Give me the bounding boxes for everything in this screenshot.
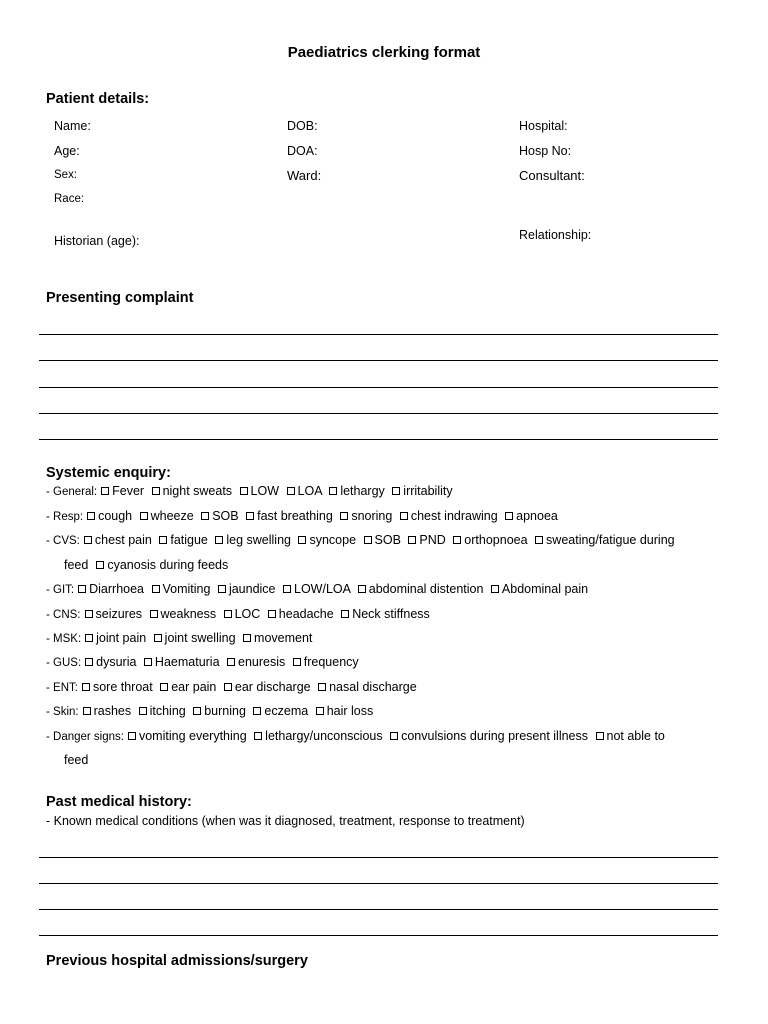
checkbox[interactable]: [140, 512, 148, 520]
checkbox[interactable]: [318, 683, 326, 691]
symptom-option: [81, 631, 146, 645]
checkbox[interactable]: [144, 658, 152, 666]
symptom-option: [336, 509, 392, 523]
symptom-label: chest indrawing: [410, 509, 498, 523]
symptom-option: [189, 704, 246, 718]
checkbox[interactable]: [101, 487, 109, 495]
symptom-option: [97, 484, 144, 498]
symptom-label: LOW/LOA: [294, 582, 351, 596]
symptom-label: Neck stiffness: [352, 607, 430, 621]
checkbox[interactable]: [400, 512, 408, 520]
checkbox[interactable]: [364, 536, 372, 544]
symptom-option: [531, 533, 675, 547]
symptom-option: [592, 729, 665, 743]
checkbox[interactable]: [224, 683, 232, 691]
checkbox[interactable]: [83, 707, 91, 715]
checkbox[interactable]: [392, 487, 400, 495]
symptom-option: [223, 655, 285, 669]
symptom-label: movement: [254, 631, 313, 645]
symptom-label: irritability: [403, 484, 453, 498]
writing-line: [39, 413, 718, 414]
symptom-option: [150, 631, 236, 645]
systemic-row: [46, 508, 558, 525]
symptom-option: [501, 509, 558, 523]
symptom-label: convulsions during present illness: [401, 729, 589, 743]
symptom-option: [81, 607, 143, 621]
symptom-label: rashes: [93, 704, 132, 718]
systemic-row: [46, 728, 665, 745]
symptom-label: burning: [204, 704, 246, 718]
symptom-label: syncope: [309, 533, 357, 547]
checkbox[interactable]: [160, 683, 168, 691]
writing-line: [39, 857, 718, 858]
checkbox[interactable]: [78, 585, 86, 593]
checkbox[interactable]: [224, 610, 232, 618]
symptom-option: [211, 533, 291, 547]
systemic-row-continuation: [64, 752, 88, 768]
symptom-label: dysuria: [96, 655, 137, 669]
checkbox[interactable]: [96, 561, 104, 569]
symptom-label: frequency: [303, 655, 359, 669]
symptom-label: leg swelling: [226, 533, 291, 547]
symptom-label: cyanosis during feeds: [107, 558, 229, 572]
systemic-enquiry-heading: Systemic enquiry:: [46, 465, 171, 481]
systemic-row: [46, 679, 417, 696]
symptom-option: [136, 509, 194, 523]
symptom-label: sweating/fatigue during: [546, 533, 675, 547]
symptom-option: [146, 607, 217, 621]
writing-line: [39, 439, 718, 440]
symptom-option: [135, 704, 186, 718]
symptom-label: LOA: [297, 484, 322, 498]
checkbox[interactable]: [453, 536, 461, 544]
field-hosp-no: Hosp No:: [519, 144, 572, 158]
symptom-option: [236, 484, 279, 498]
symptom-label: fatigue: [170, 533, 208, 547]
checkbox[interactable]: [82, 683, 90, 691]
symptom-option: [214, 582, 276, 596]
symptom-label: not able to: [606, 729, 665, 743]
checkbox[interactable]: [243, 634, 251, 642]
system-label: - ENT:: [46, 682, 78, 694]
checkbox[interactable]: [298, 536, 306, 544]
symptom-label: LOC: [234, 607, 261, 621]
writing-line: [39, 935, 718, 936]
symptom-option: [396, 509, 498, 523]
symptom-label: abdominal distention: [368, 582, 484, 596]
checkbox[interactable]: [283, 585, 291, 593]
checkbox[interactable]: [316, 707, 324, 715]
symptom-label: enuresis: [238, 655, 286, 669]
symptom-option: [220, 680, 311, 694]
system-label: - GUS:: [46, 657, 82, 669]
symptom-label: Haematuria: [154, 655, 220, 669]
checkbox[interactable]: [150, 610, 158, 618]
checkbox[interactable]: [218, 585, 226, 593]
systemic-row: [46, 606, 430, 623]
symptom-option: [283, 484, 322, 498]
checkbox[interactable]: [128, 732, 136, 740]
checkbox[interactable]: [358, 585, 366, 593]
symptom-option: [325, 484, 384, 498]
symptom-option: [197, 509, 238, 523]
checkbox[interactable]: [215, 536, 223, 544]
symptom-label: fast breathing: [257, 509, 333, 523]
checkbox[interactable]: [85, 658, 93, 666]
checkbox[interactable]: [596, 732, 604, 740]
past-medical-history-heading: Past medical history:: [46, 794, 192, 810]
writing-line: [39, 360, 718, 361]
checkbox[interactable]: [329, 487, 337, 495]
systemic-row-continuation: [64, 557, 228, 573]
field-relationship: Relationship:: [519, 228, 592, 242]
system-label: - Resp:: [46, 511, 84, 523]
symptom-label: snoring: [351, 509, 393, 523]
field-race: Race:: [54, 193, 85, 205]
symptom-label: Diarrhoea: [89, 582, 145, 596]
symptom-label: SOB: [212, 509, 239, 523]
symptom-label: joint pain: [96, 631, 147, 645]
field-consultant: Consultant:: [519, 168, 585, 183]
checkbox[interactable]: [340, 512, 348, 520]
symptom-label: PND: [419, 533, 446, 547]
symptom-option: [404, 533, 445, 547]
symptom-option: [148, 582, 211, 596]
checkbox[interactable]: [139, 707, 147, 715]
symptom-option: [74, 582, 144, 596]
checkbox[interactable]: [491, 585, 499, 593]
symptom-option: [388, 484, 452, 498]
system-label: - Skin:: [46, 706, 79, 718]
symptom-option: [239, 631, 312, 645]
systemic-row: [46, 703, 373, 720]
symptom-option: [81, 655, 136, 669]
symptom-option: [289, 655, 359, 669]
symptom-option: [386, 729, 588, 743]
symptom-label: lethargy/unconscious: [265, 729, 383, 743]
symptom-label: vomiting everything: [138, 729, 247, 743]
checkbox[interactable]: [254, 732, 262, 740]
symptom-option: [140, 655, 220, 669]
symptom-label: Fever: [112, 484, 145, 498]
symptom-option: [80, 533, 152, 547]
checkbox[interactable]: [227, 658, 235, 666]
symptom-option: [264, 607, 334, 621]
writing-line: [39, 387, 718, 388]
symptom-option: [155, 533, 208, 547]
checkbox[interactable]: [193, 707, 201, 715]
checkbox[interactable]: [85, 610, 93, 618]
symptom-option: [337, 607, 430, 621]
symptom-label: Vomiting: [162, 582, 211, 596]
symptom-label: LOW: [250, 484, 280, 498]
symptom-label: joint swelling: [164, 631, 236, 645]
symptom-option: [148, 484, 232, 498]
symptom-label: night sweats: [162, 484, 233, 498]
symptom-option: [83, 509, 132, 523]
symptom-option: [79, 704, 132, 718]
symptom-option: [294, 533, 356, 547]
symptom-label: cough: [98, 509, 133, 523]
checkbox[interactable]: [240, 487, 248, 495]
symptom-option: [78, 680, 153, 694]
presenting-complaint-heading: Presenting complaint: [46, 290, 194, 306]
symptom-option: [354, 582, 484, 596]
symptom-label: apnoea: [516, 509, 558, 523]
system-label: - CNS:: [46, 609, 81, 621]
checkbox[interactable]: [154, 634, 162, 642]
checkbox[interactable]: [293, 658, 301, 666]
patient-details-heading: Patient details:: [46, 91, 150, 107]
symptom-label: wheeze: [150, 509, 194, 523]
symptom-option: [156, 680, 216, 694]
field-dob: DOB:: [287, 119, 318, 133]
symptom-option: [242, 509, 333, 523]
symptom-option: [88, 558, 228, 572]
system-label: - Danger signs:: [46, 731, 124, 743]
checkbox[interactable]: [85, 634, 93, 642]
system-label: - CVS:: [46, 535, 80, 547]
symptom-label: orthopnoea: [464, 533, 528, 547]
field-sex: Sex:: [54, 169, 78, 181]
checkbox[interactable]: [201, 512, 209, 520]
field-hospital: Hospital:: [519, 119, 568, 133]
symptom-label: SOB: [374, 533, 401, 547]
symptom-label: Abdominal pain: [501, 582, 589, 596]
checkbox[interactable]: [268, 610, 276, 618]
checkbox[interactable]: [253, 707, 261, 715]
checkbox[interactable]: [390, 732, 398, 740]
checkbox[interactable]: [505, 512, 513, 520]
symptom-option: [312, 704, 374, 718]
symptom-option: [449, 533, 527, 547]
symptom-label: chest pain: [94, 533, 152, 547]
systemic-row: [46, 532, 675, 549]
symptom-label: jaundice: [228, 582, 276, 596]
symptom-option: [124, 729, 247, 743]
symptom-label: weakness: [160, 607, 217, 621]
symptom-label: seizures: [95, 607, 143, 621]
symptom-option: [360, 533, 401, 547]
continuation-text: feed: [64, 558, 89, 572]
symptom-label: sore throat: [92, 680, 153, 694]
field-historian: Historian (age):: [54, 234, 140, 248]
field-ward: Ward:: [287, 168, 322, 183]
field-doa: DOA:: [287, 144, 318, 158]
field-name: Name:: [54, 119, 91, 133]
symptom-option: [314, 680, 417, 694]
document-title: Paediatrics clerking format: [287, 44, 481, 61]
checkbox[interactable]: [87, 512, 95, 520]
systemic-row: [46, 630, 312, 647]
checkbox[interactable]: [152, 585, 160, 593]
system-label: - General:: [46, 486, 98, 498]
writing-line: [39, 909, 718, 910]
field-age: Age:: [54, 144, 80, 158]
system-label: - GIT:: [46, 584, 75, 596]
checkbox[interactable]: [287, 487, 295, 495]
symptom-label: lethargy: [340, 484, 385, 498]
writing-line: [39, 883, 718, 884]
symptom-option: [487, 582, 588, 596]
symptom-label: headache: [278, 607, 334, 621]
checkbox[interactable]: [408, 536, 416, 544]
checkbox[interactable]: [159, 536, 167, 544]
symptom-label: eczema: [264, 704, 309, 718]
checkbox[interactable]: [84, 536, 92, 544]
symptom-label: hair loss: [326, 704, 374, 718]
symptom-option: [250, 729, 382, 743]
symptom-label: ear pain: [171, 680, 217, 694]
systemic-row: [46, 483, 453, 500]
systemic-row: [46, 581, 588, 598]
symptom-label: itching: [149, 704, 186, 718]
symptom-option: [220, 607, 261, 621]
previous-admissions-heading: Previous hospital admissions/surgery: [46, 953, 308, 969]
system-label: - MSK:: [46, 633, 82, 645]
symptom-option: [249, 704, 308, 718]
checkbox[interactable]: [246, 512, 254, 520]
checkbox[interactable]: [152, 487, 160, 495]
checkbox[interactable]: [341, 610, 349, 618]
symptom-label: nasal discharge: [329, 680, 417, 694]
symptom-label: ear discharge: [234, 680, 311, 694]
systemic-row: [46, 654, 359, 671]
past-medical-history-note: - Known medical conditions (when was it diagnosed, treatment, response to treatment): [46, 814, 525, 828]
checkbox[interactable]: [535, 536, 543, 544]
writing-line: [39, 334, 718, 335]
continuation-text: feed: [64, 753, 89, 767]
symptom-option: [279, 582, 350, 596]
